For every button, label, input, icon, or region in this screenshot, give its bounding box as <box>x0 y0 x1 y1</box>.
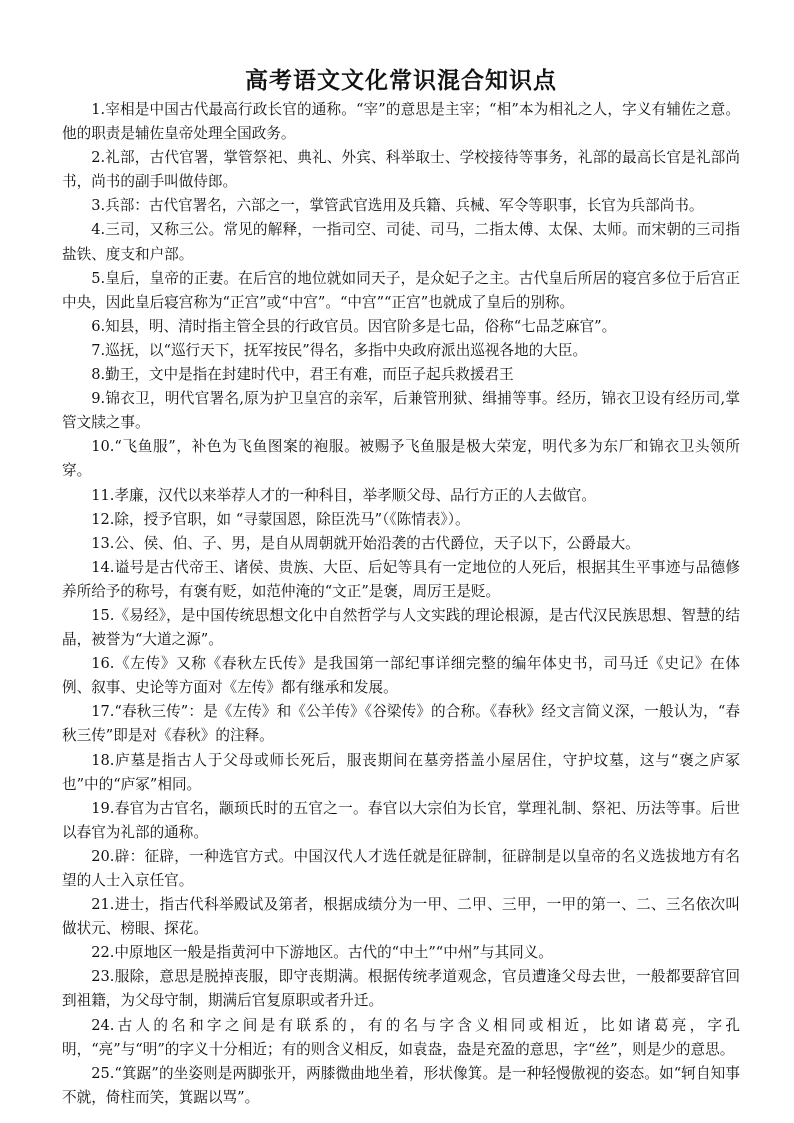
list-item: 9.锦衣卫，明代官署名,原为护卫皇宫的亲军，后兼管刑狱、缉捕等事。经历，锦衣卫设有经历司,掌管文牍之事。 <box>62 390 740 432</box>
list-item: 17.“春秋三传”：是《左传》和《公羊传》《谷梁传》的合称。《春秋》经文言简义深，一般认为，“春秋三传”即是对《春秋》的注释。 <box>62 703 740 745</box>
list-item: 1.宰相是中国古代最高行政长官的通称。“宰”的意思是主宰；“相”本为相礼之人，字义有辅佐之意。他的职责是辅佐皇帝处理全国政务。 <box>62 101 740 143</box>
list-item: 10.“飞鱼服”，补色为飞鱼图案的袍服。被赐予飞鱼服是极大荣宠，明代多为东厂和锦衣卫头领所穿。 <box>62 438 740 480</box>
list-item: 3.兵部：古代官署名，六部之一，掌管武官选用及兵籍、兵械、军令等职事，长官为兵部尚书。 <box>91 197 704 215</box>
list-item: 4.三司，又称三公。常见的解释，一指司空、司徒、司马，二指太傅、太保、太师。而宋朝的三司指盐铁、度支和户部。 <box>62 221 740 263</box>
list-item: 7.巡抚，以“巡行天下，抚军按民”得名，多指中央政府派出巡视各地的大臣。 <box>91 341 588 359</box>
list-item: 16.《左传》又称《春秋左氏传》是我国第一部纪事详细完整的编年体史书，司马迁《史记》在体例、叙事、史论等方面对《左传》都有继承和发展。 <box>62 655 740 697</box>
list-item: 14.谥号是古代帝王、诸侯、贵族、大臣、后妃等具有一定地位的人死后，根据其生平事迹与品德修养所给予的称号，有褒有贬，如范仲淹的“文正”是褒，周厉王是贬。 <box>62 558 740 600</box>
page-title: 高考语文文化常识混合知识点 <box>245 68 557 94</box>
list-item: 25.“箕踞”的坐姿则是两脚张开，两膝微曲地坐着，形状像箕。是一种轻慢傲视的姿态。如“轲自知事不就，倚柱而笑，箕踞以骂”。 <box>62 1064 740 1106</box>
list-item: 6.知县，明、清时指主管全县的行政官员。因官阶多是七品，俗称“七品芝麻官”。 <box>91 317 617 335</box>
list-item: 8.勤王，文中是指在封建时代中，君王有难，而臣子起兵救援君王 <box>91 366 514 384</box>
list-item: 21.进士，指古代科举殿试及第者，根据成绩分为一甲、二甲、三甲，一甲的第一、二、三名依次叫做状元、榜眼、探花。 <box>62 896 740 938</box>
list-item: 18.庐墓是指古人于父母或师长死后，服丧期间在墓旁搭盖小屋居住，守护坟墓，这与“褒之庐冢也”中的“庐冢”相同。 <box>62 751 740 793</box>
list-item: 19.春官为古官名，颛顼氏时的五官之一。春官以大宗伯为长官，掌理礼制、祭祀、历法等事。后世以春官为礼部的通称。 <box>62 799 740 841</box>
list-item: 13.公、侯、伯、子、男，是自从周朝就开始沿袭的古代爵位，天子以下，公爵最大。 <box>91 534 640 552</box>
list-item: 12.除，授予官职，如 “寻蒙国恩，除臣洗马”（《陈情表》）。 <box>91 510 470 528</box>
list-item: 15.《易经》，是中国传统思想文化中自然哲学与人文实践的理论根源，是古代汉民族思想、智慧的结晶，被誉为“大道之源”。 <box>62 606 740 649</box>
list-item: 2.礼部，古代官署，掌管祭祀、典礼、外宾、科举取士、学校接待等事务，礼部的最高长官是礼部尚书，尚书的副手叫做侍郎。 <box>62 149 740 191</box>
list-item: 20.辟：征辟，一种选官方式。中国汉代人才选任就是征辟制，征辟制是以皇帝的名义选拔地方有名望的人士入京任官。 <box>62 847 740 889</box>
list-item: 23.服除，意思是脱掉丧服，即守丧期满。根据传统孝道观念，官员遭逢父母去世，一般都要辞官回到祖籍，为父母守制，期满后官复原职或者升迁。 <box>62 968 740 1010</box>
list-item: 11.孝廉，汉代以来举荐人才的一种科目，举孝顺父母、品行方正的人去做官。 <box>91 486 596 504</box>
knowledge-list <box>62 98 740 1110</box>
list-item: 5.皇后，皇帝的正妻。在后宫的地位就如同天子，是众妃子之主。古代皇后所居的寝宫多位于后宫正中央，因此皇后寝宫称为“正宫”或“中宫”。“中宫”“正宫”也就成了皇后的别称。 <box>62 269 740 311</box>
list-item: 24.古人的名和字之间是有联系的，有的名与字含义相同或相近，比如诸葛亮，字孔明，“亮”与“明”的字义十分相近；有的则含义相反，如袁盎，盎是充盈的意思，字“丝”，则是少的意思。 <box>62 1016 740 1058</box>
list-item: 22.中原地区一般是指黄河中下游地区。古代的“中土”“中州”与其同义。 <box>91 944 553 962</box>
